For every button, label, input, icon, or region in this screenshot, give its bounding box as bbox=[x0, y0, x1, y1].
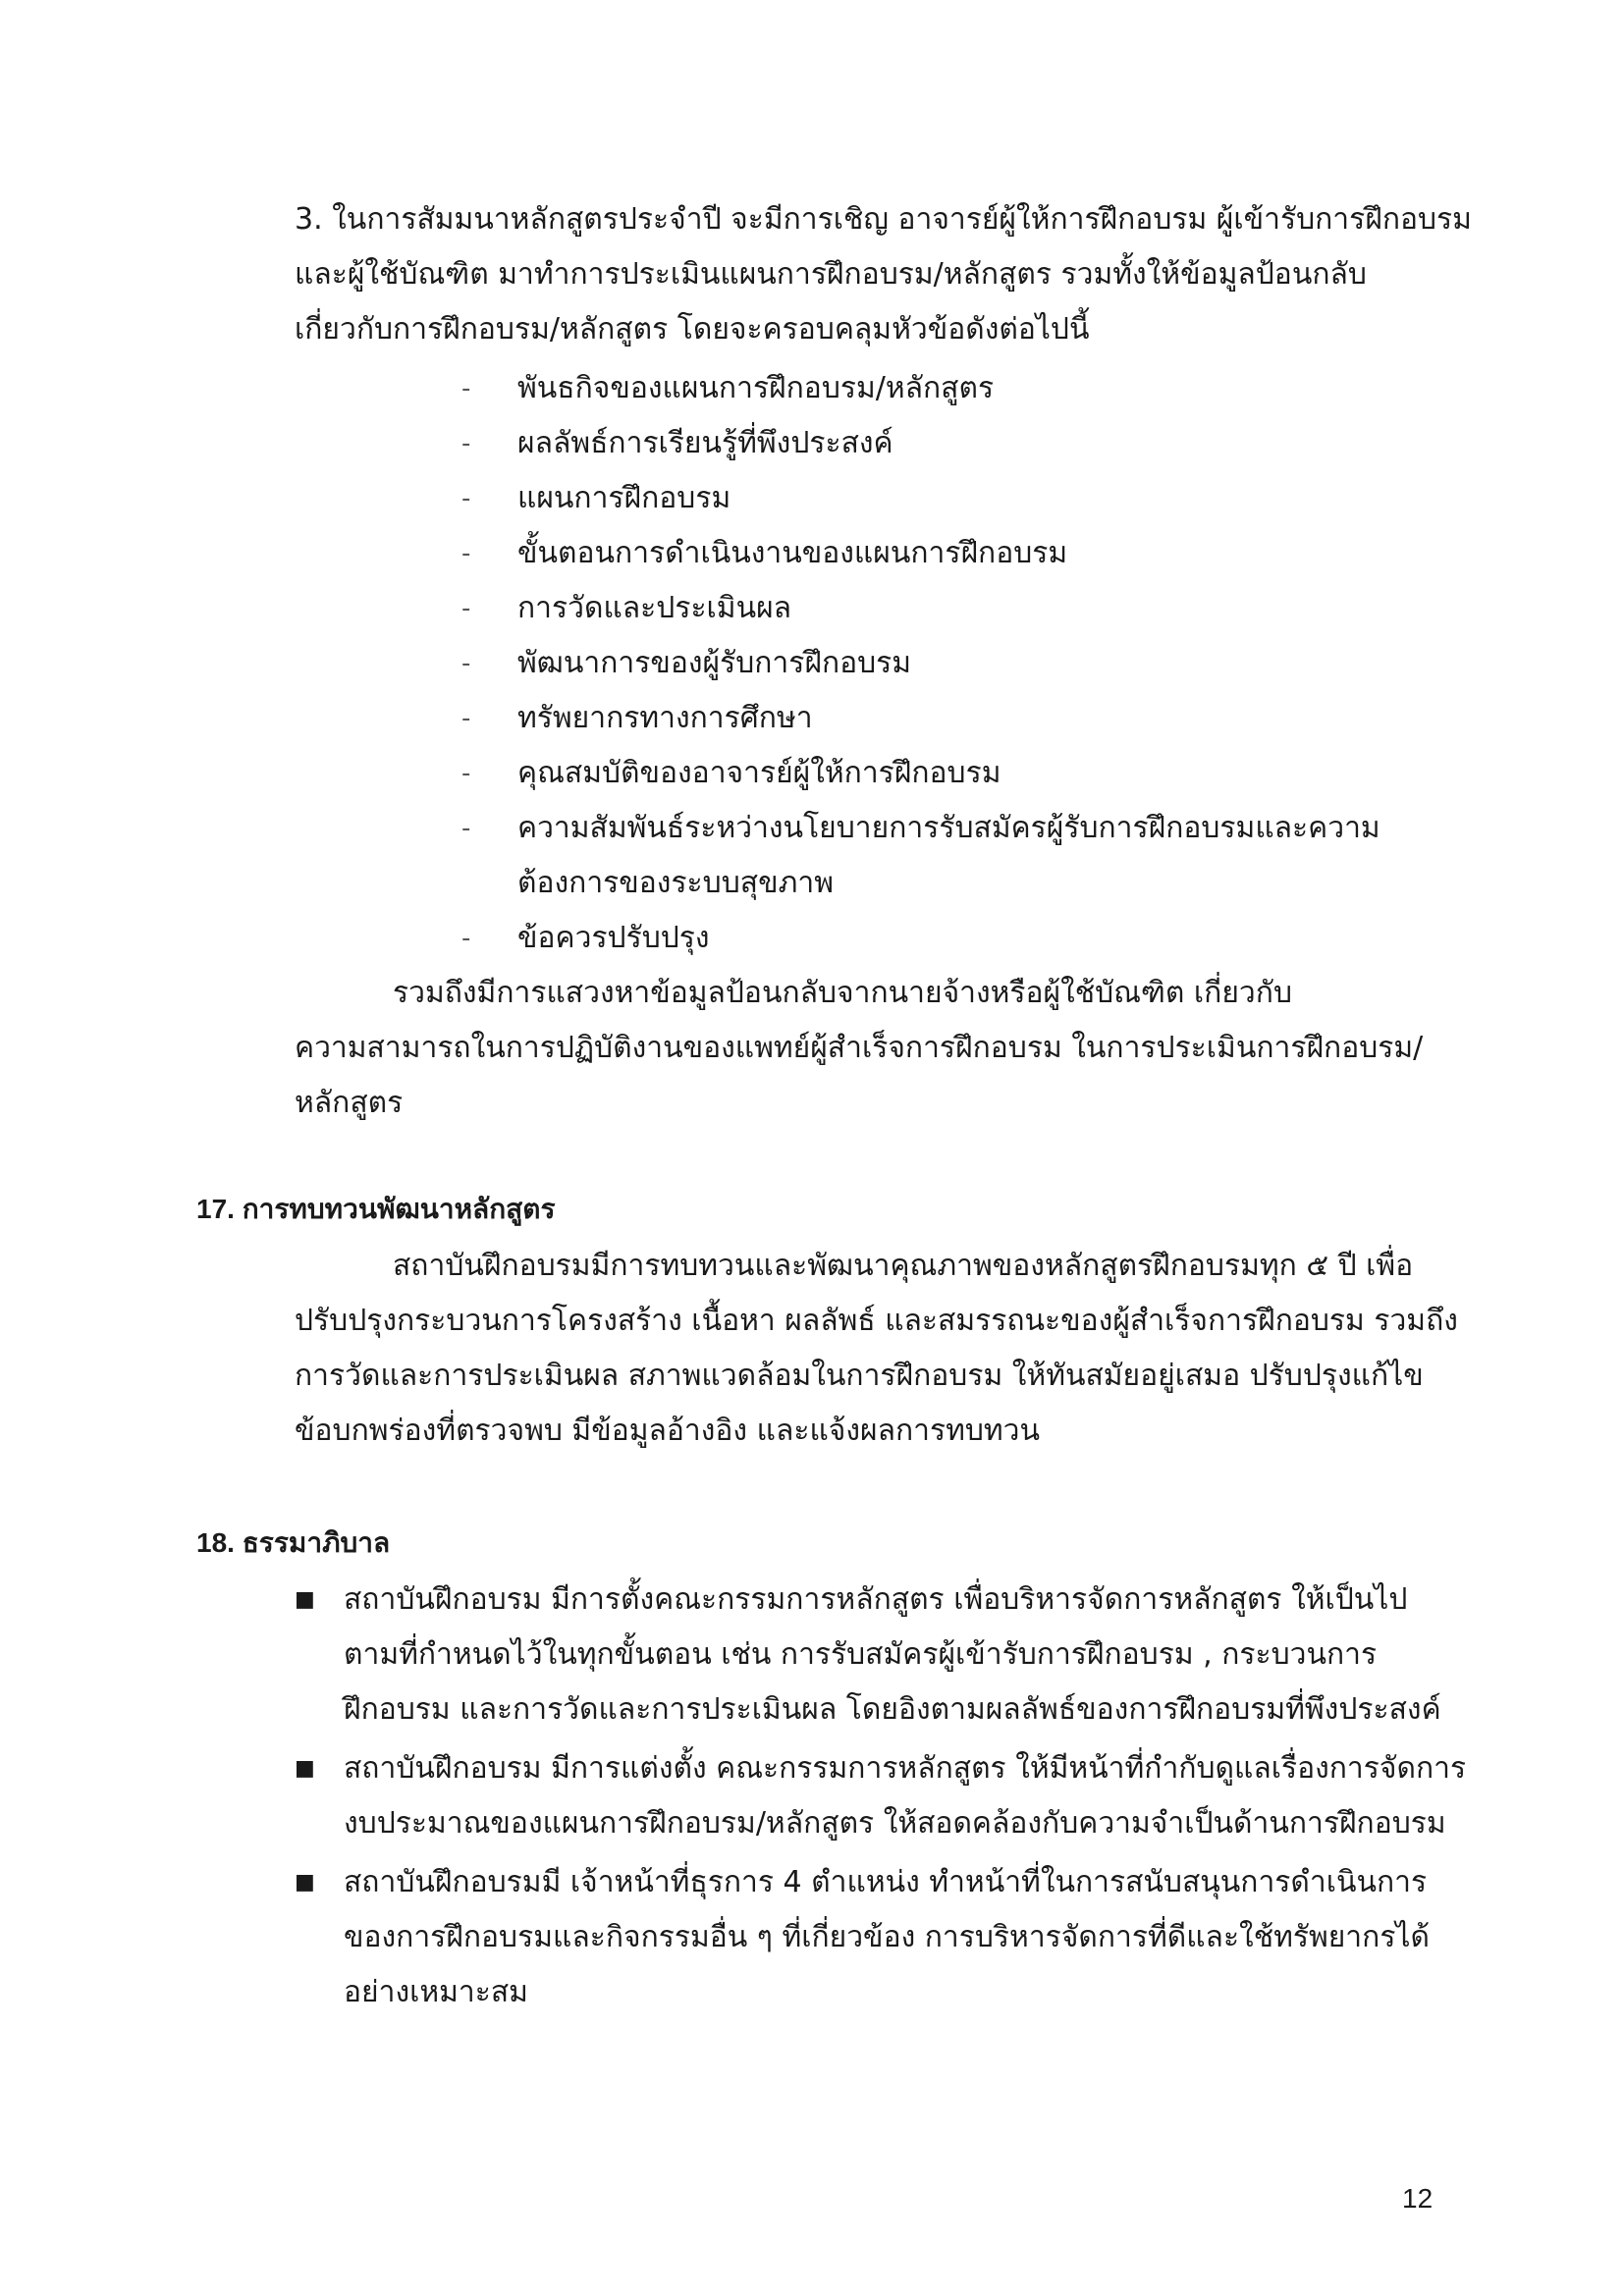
list-marker: - bbox=[461, 814, 471, 843]
square-bullet-icon: ■ bbox=[295, 1756, 315, 1781]
section-number: 18. bbox=[196, 1527, 235, 1558]
bullet-line: สถาบันฝึกอบรม มีการแต่งตั้ง คณะกรรมการหลักสูตร ให้มีหน้าที่กำกับดูแลเรื่องการจัดการ bbox=[344, 1751, 1467, 1786]
list-marker: - bbox=[461, 704, 471, 733]
section-heading-18 bbox=[196, 1522, 390, 1565]
list-marker: - bbox=[461, 539, 471, 568]
section-heading-17 bbox=[196, 1188, 555, 1231]
list-item: ทรัพยากรทางการศึกษา bbox=[517, 701, 813, 735]
paragraph-line: เกี่ยวกับการฝึกอบรม/หลักสูตร โดยจะครอบคลุมหัวข้อดังต่อไปนี้ bbox=[295, 312, 1090, 347]
list-item-continuation: ต้องการของระบบสุขภาพ bbox=[517, 866, 834, 900]
section-title: ธรรมาภิบาล bbox=[242, 1527, 391, 1558]
list-marker: - bbox=[461, 374, 471, 403]
list-marker: - bbox=[461, 429, 471, 458]
list-item: ข้อควรปรับปรุง bbox=[517, 921, 710, 955]
paragraph-line: ความสามารถในการปฏิบัติงานของแพทย์ผู้สำเร็จการฝึกอบรม ในการประเมินการฝึกอบรม/ bbox=[295, 1031, 1424, 1065]
list-item: ผลลัพธ์การเรียนรู้ที่พึงประสงค์ bbox=[517, 426, 893, 460]
bullet-line: ของการฝึกอบรมและกิจกรรมอื่น ๆ ที่เกี่ยวข้อง การบริหารจัดการที่ดีและใช้ทรัพยากรได้ bbox=[344, 1920, 1431, 1954]
square-bullet-icon: ■ bbox=[295, 1870, 315, 1895]
bullet-line: สถาบันฝึกอบรมมี เจ้าหน้าที่ธุรการ 4 ตำแหน่ง ทำหน้าที่ในการสนับสนุนการดำเนินการ bbox=[344, 1865, 1428, 1899]
bullet-line: ฝึกอบรม และการวัดและการประเมินผล โดยอิงตามผลลัพธ์ของการฝึกอบรมที่พึงประสงค์ bbox=[344, 1692, 1441, 1727]
list-item: คุณสมบัติของอาจารย์ผู้ให้การฝึกอบรม bbox=[517, 756, 1001, 790]
list-marker: - bbox=[461, 924, 471, 953]
list-marker: - bbox=[461, 759, 471, 788]
list-item: พันธกิจของแผนการฝึกอบรม/หลักสูตร bbox=[517, 371, 995, 405]
bullet-line: ตามที่กำหนดไว้ในทุกขั้นตอน เช่น การรับสมัครผู้เข้ารับการฝึกอบรม , กระบวนการ bbox=[344, 1637, 1378, 1672]
bullet-line: อย่างเหมาะสม bbox=[344, 1975, 528, 2009]
list-marker: - bbox=[461, 594, 471, 623]
list-item: ขั้นตอนการดำเนินงานของแผนการฝึกอบรม bbox=[517, 536, 1068, 570]
list-marker: - bbox=[461, 484, 471, 513]
paragraph-line: ปรับปรุงกระบวนการโครงสร้าง เนื้อหา ผลลัพธ์ และสมรรถนะของผู้สำเร็จการฝึกอบรม รวมถึง bbox=[295, 1304, 1458, 1338]
bullet-line: สถาบันฝึกอบรม มีการตั้งคณะกรรมการหลักสูตร เพื่อบริหารจัดการหลักสูตร ให้เป็นไป bbox=[344, 1582, 1408, 1617]
paragraph-line: รวมถึงมีการแสวงหาข้อมูลป้อนกลับจากนายจ้างหรือผู้ใช้บัณฑิต เกี่ยวกับ bbox=[393, 976, 1292, 1010]
page-number: 12 bbox=[1402, 2183, 1434, 2214]
list-item: ความสัมพันธ์ระหว่างนโยบายการรับสมัครผู้รับการฝึกอบรมและความ bbox=[517, 811, 1380, 845]
list-marker: - bbox=[461, 649, 471, 678]
paragraph-line: และผู้ใช้บัณฑิต มาทำการประเมินแผนการฝึกอบรม/หลักสูตร รวมทั้งให้ข้อมูลป้อนกลับ bbox=[295, 257, 1367, 292]
list-item: พัฒนาการของผู้รับการฝึกอบรม bbox=[517, 646, 912, 680]
list-item: การวัดและประเมินผล bbox=[517, 591, 792, 625]
paragraph-line: หลักสูตร bbox=[295, 1086, 404, 1120]
paragraph-line: การวัดและการประเมินผล สภาพแวดล้อมในการฝึกอบรม ให้ทันสมัยอยู่เสมอ ปรับปรุงแก้ไข bbox=[295, 1359, 1424, 1393]
section-number: 17. bbox=[196, 1194, 235, 1224]
paragraph-line: สถาบันฝึกอบรมมีการทบทวนและพัฒนาคุณภาพของหลักสูตรฝึกอบรมทุก ๕ ปี เพื่อ bbox=[393, 1249, 1414, 1283]
section-title: การทบทวนพัฒนาหลักสูตร bbox=[242, 1194, 556, 1224]
bullet-line: งบประมาณของแผนการฝึกอบรม/หลักสูตร ให้สอดคล้องกับความจำเป็นด้านการฝึกอบรม bbox=[344, 1806, 1446, 1841]
paragraph-line: 3. ในการสัมมนาหลักสูตรประจำปี จะมีการเชิญ อาจารย์ผู้ให้การฝึกอบรม ผู้เข้ารับการฝึกอบรม bbox=[295, 202, 1472, 237]
paragraph-line: ข้อบกพร่องที่ตรวจพบ มีข้อมูลอ้างอิง และแจ้งผลการทบทวน bbox=[295, 1414, 1041, 1448]
list-item: แผนการฝึกอบรม bbox=[517, 481, 731, 515]
square-bullet-icon: ■ bbox=[295, 1587, 315, 1612]
